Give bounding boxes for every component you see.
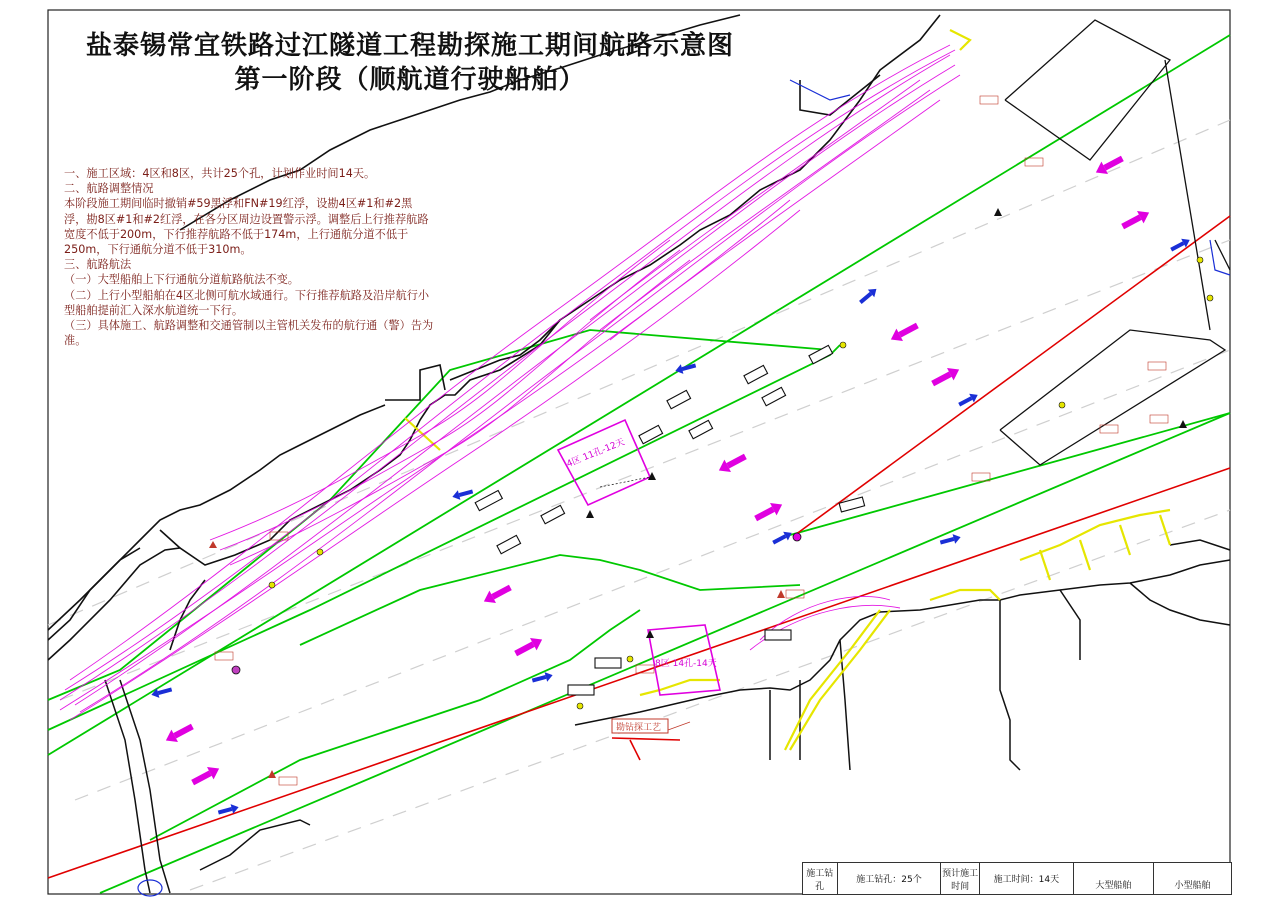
south-shoreline (105, 540, 1230, 893)
note-line: 二、航路调整情况 (64, 182, 154, 196)
drill-platform-callout (612, 719, 690, 733)
note-line: 三、航路航法 (64, 258, 132, 272)
east-construction-area (1000, 20, 1230, 465)
note-line: （三）具体施工、航路调整和交通管制以主管机关发布的航行通（警）告为准。 (64, 319, 434, 348)
map-title: 盐泰锡常宜铁路过江隧道工程勘探施工期间航路示意图 (85, 31, 734, 61)
yellow-structures (405, 30, 1170, 750)
map-subtitle: 第一阶段（顺航道行驶船舶） (234, 65, 586, 95)
zone-8 (648, 625, 720, 695)
traffic-lane-lines (60, 45, 960, 720)
legend-small-ship: 小型船舶 (1174, 881, 1211, 891)
legend-drill-label: 施工钻孔 (803, 863, 838, 894)
zone-4 (558, 420, 650, 505)
zone-8-label: 8区 14孔-14天 (655, 659, 717, 669)
green-boundary-lines (48, 35, 1230, 893)
legend-duration-value: 施工时间：14天 (980, 863, 1074, 894)
note-line: 本阶段施工期间临时撤销#59黑浮和FN#19红浮，设勘4区#1和#2黑浮，勘8区#1和#2红浮，在各分区周边设置警示浮。调整后上行推荐航路宽度不低于200m，下行推荐航路不低于174m，上行通航分道不低于250m，下行通航分道不低于310m。 (64, 197, 429, 257)
note-line: 一、施工区域：4区和8区，共计25个孔，计划作业时间14天。 (64, 167, 376, 180)
legend-large-ship: 大型船舶 (1074, 863, 1154, 894)
note-line: （二）上行小型船舶在4区北侧可航水域通行。下行推荐航路及沿岸航行小型船舶提前汇入深水航道统一下行。 (64, 288, 430, 317)
legend-duration-label: 预计施工时间 (941, 863, 980, 894)
drill-platform-label: 勘钻探工艺 (616, 723, 662, 733)
zone-4-label: 4区 11孔-12天 (565, 437, 627, 470)
legend-bar (802, 862, 1232, 895)
note-line: （一）大型船舶上下行通航分道航路航法不变。 (64, 273, 299, 287)
construction-notes (64, 166, 434, 348)
legend-drill-count: 施工钻孔：25个 (838, 863, 942, 894)
